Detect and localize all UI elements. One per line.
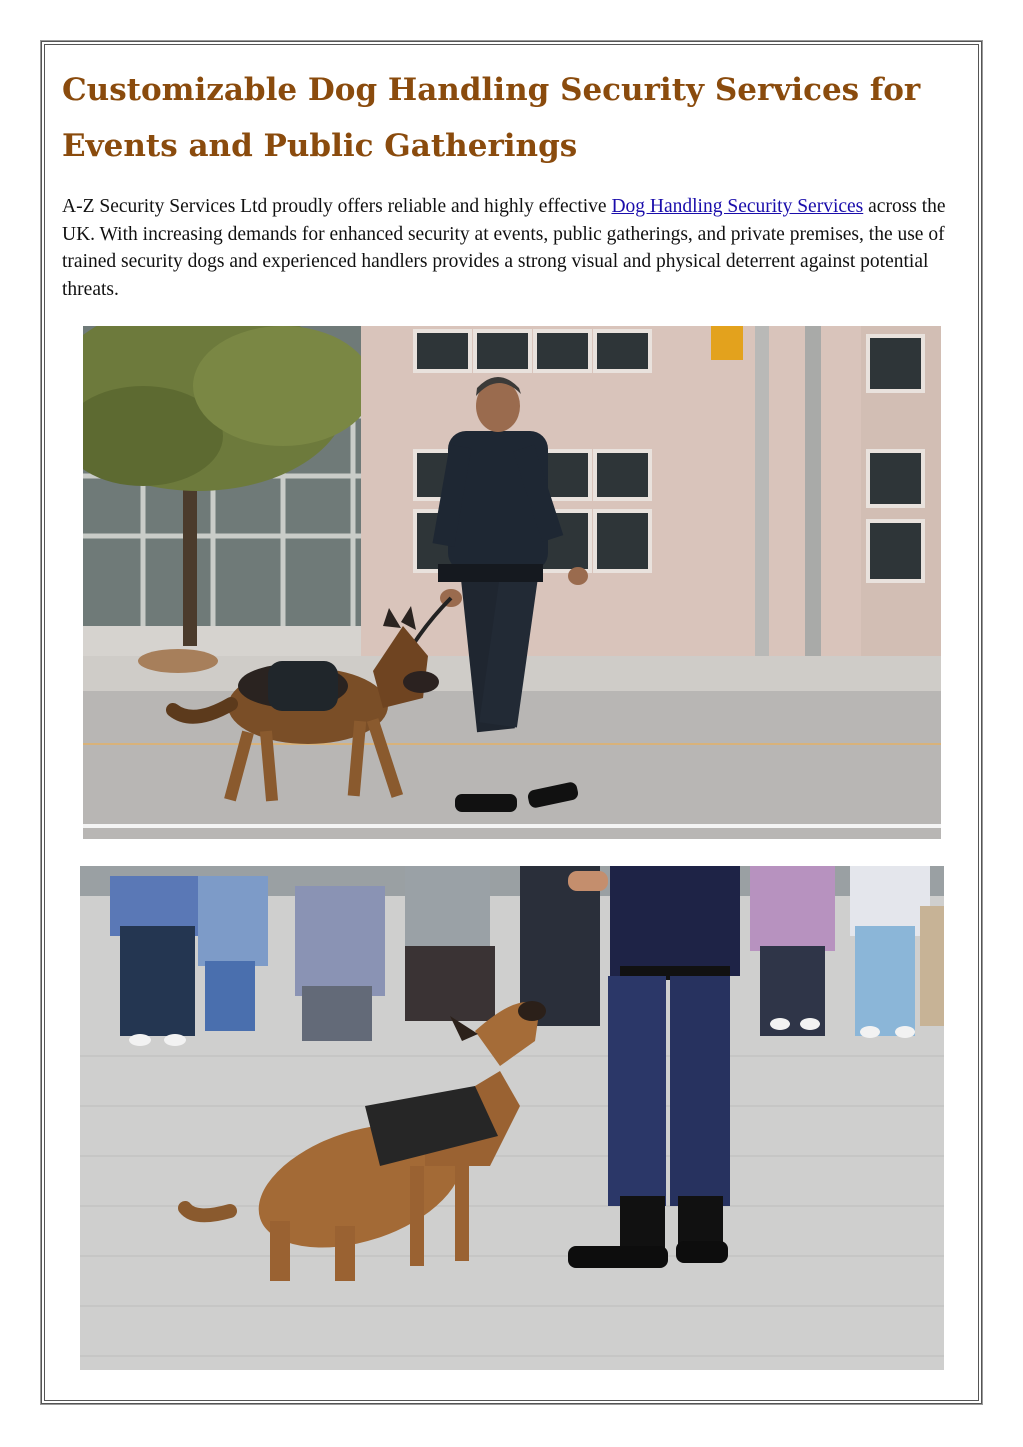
handler-with-malinois-photo <box>80 866 944 1370</box>
intro-text-start: A-Z Security Services Ltd proudly offers reliable and highly effective <box>62 196 612 217</box>
intro-paragraph <box>62 193 952 303</box>
page-title: Customizable Dog Handling Security Services for Events and Public Gatherings <box>62 72 921 164</box>
dog-handling-link[interactable]: Dog Handling Security Services <box>611 196 864 217</box>
intro-text-end: across the UK. With increasing demands for enhanced security at events, public gatherings, and private premises, the use of trained security dogs and experienced handlers provides a strong visual and physical deterrent against potential threats. <box>62 196 946 300</box>
officer-walking-dog-photo <box>83 326 941 839</box>
